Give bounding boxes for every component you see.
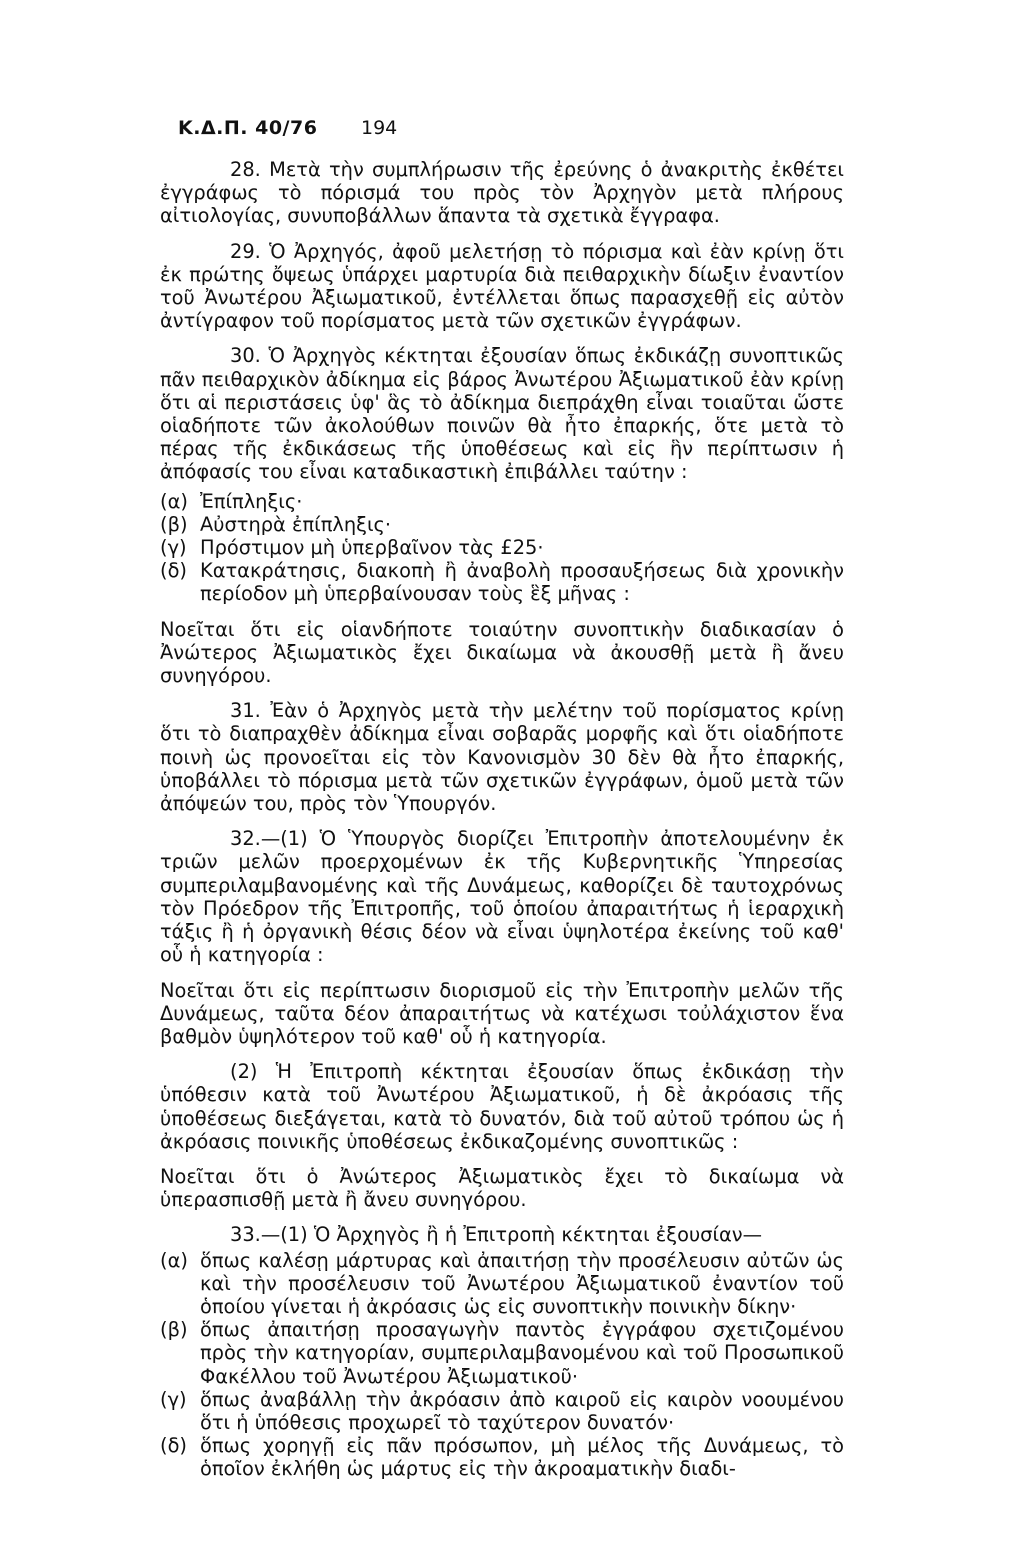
penalty-list [160, 490, 844, 606]
list-item-text: Κατακράτησις, διακοπὴ ἢ ἀναβολὴ προσαυξήσεως διὰ χρονικὴν περίοδον μὴ ὑπερβαίνουσαν τοὺς ἓξ μῆνας : [200, 559, 844, 606]
page-header [178, 117, 398, 139]
list-item-label: (δ) [160, 1434, 187, 1458]
list-item-label: (γ) [160, 536, 187, 560]
paragraph-32-1: 32.—(1) Ὁ Ὑπουργὸς διορίζει Ἐπιτροπὴν ἀποτελουμένην ἐκ τριῶν μελῶν προερχομένων ἐκ τῆς Κυβερνητικῆς Ὑπηρεσίας συμπεριλαμβανομένης καὶ τῆς Δυνάμεως, καθορίζει δὲ ταυτοχρόνως τὸν Πρόεδρον τῆς Ἐπιτροπῆς, τοῦ ὁποίου ἀπαραιτήτως ἡ ἱεραρχικὴ τάξις ἢ ἡ ὀργανικὴ θέσις δέον νὰ εἶναι ὑψηλοτέρα ἐκείνης τοῦ καθ' οὗ ἡ κατηγορία : [160, 827, 844, 967]
list-item-text: ὅπως ἀναβάλλῃ τὴν ἀκρόασιν ἀπὸ καιροῦ εἰς καιρὸν νοουμένου ὅτι ἡ ὑπόθεσις προχωρεῖ τὸ ταχύτερον δυνατόν· [200, 1387, 844, 1434]
paragraph-32-2: (2) Ἡ Ἐπιτροπὴ κέκτηται ἐξουσίαν ὅπως ἐκδικάσῃ τὴν ὑπόθεσιν κατὰ τοῦ Ἀνωτέρου Ἀξιωματικοῦ, ἡ δὲ ἀκρόασις τῆς ὑποθέσεως διεξάγεται, κατὰ τὸ δυνατόν, διὰ τοῦ αὐτοῦ τρόπου ὡς ἡ ἀκρόασις ποινικῆς ὑποθέσεως ἐκδικαζομένης συνοπτικῶς : [160, 1060, 844, 1153]
page-number: 194 [361, 117, 398, 139]
paragraph-28: 28. Μετὰ τὴν συμπλήρωσιν τῆς ἐρεύνης ὁ ἀνακριτὴς ἐκθέτει ἐγγράφως τὸ πόρισμά του πρὸς τὸν Ἀρχηγὸν μετὰ πλήρους αἰτιολογίας, συνυποβάλλων ἅπαντα τὰ σχετικὰ ἔγγραφα. [160, 158, 844, 228]
list-item [160, 1249, 844, 1319]
list-item [160, 559, 844, 605]
list-item-text: ὅπως χορηγῇ εἰς πᾶν πρόσωπον, μὴ μέλος τῆς Δυνάμεως, τὸ ὁποῖον ἐκλήθη ὡς μάρτυς εἰς τὴν ἀκροαματικὴν διαδι- [200, 1434, 844, 1481]
paragraph-33-1: 33.—(1) Ὁ Ἀρχηγὸς ἢ ἡ Ἐπιτροπὴ κέκτηται ἐξουσίαν— [230, 1223, 763, 1247]
paragraph-32-1-proviso: Νοεῖται ὅτι εἰς περίπτωσιν διορισμοῦ εἰς τὴν Ἐπιτροπὴν μελῶν τῆς Δυνάμεως, ταῦτα δέον ἀπαραιτήτως νὰ κατέχωσι τοὐλάχιστον ἕνα βαθμὸν ὑψηλότερον τοῦ καθ' οὗ ἡ κατηγορία. [160, 978, 844, 1048]
paragraph-29: 29. Ὁ Ἀρχηγός, ἀφοῦ μελετήσῃ τὸ πόρισμα καὶ ἐὰν κρίνῃ ὅτι ἐκ πρώτης ὄψεως ὑπάρχει μαρτυρία διὰ πειθαρχικὴν δίωξιν ἐναντίον τοῦ Ἀνωτέρου Ἀξιωματικοῦ, ἐντέλλεται ὅπως παρασχεθῇ εἰς αὐτὸν ἀντίγραφον τοῦ πορίσματος μετὰ τῶν σχετικῶν ἐγγράφων. [160, 239, 844, 333]
document-body [160, 158, 844, 1493]
regulation-reference: Κ.Δ.Π. 40/76 [178, 117, 318, 139]
list-item-label: (γ) [160, 1387, 187, 1411]
list-item-label: (δ) [160, 559, 187, 583]
list-item-text: Ἐπίπληξις· [200, 489, 303, 513]
list-item-label: (β) [160, 512, 188, 536]
paragraph-32-2-proviso: Νοεῖται ὅτι ὁ Ἀνώτερος Ἀξιωματικὸς ἔχει τὸ δικαίωμα νὰ ὑπερασπισθῇ μετὰ ἢ ἄνευ συνηγόρου. [160, 1164, 844, 1212]
list-item-text: Αὐστηρὰ ἐπίπληξις· [200, 512, 392, 536]
list-item [160, 513, 844, 536]
powers-list [160, 1249, 844, 1481]
paragraph-30: 30. Ὁ Ἀρχηγὸς κέκτηται ἐξουσίαν ὅπως ἐκδικάζῃ συνοπτικῶς πᾶν πειθαρχικὸν ἀδίκημα εἰς βάρος Ἀνωτέρου Ἀξιωματικοῦ ἐὰν κρίνῃ ὅτι αἱ περιστάσεις ὑφ' ἃς τὸ ἀδίκημα διεπράχθη εἶναι τοιαῦται ὥστε οἱαδήποτε τῶν ἀκολούθων ποινῶν θὰ ἦτο ἐπαρκής, ὅτε μετὰ τὸ πέρας τῆς ἐκδικάσεως τῆς ὑποθέσεως καὶ εἰς ἣν περίπτωσιν ἡ ἀπόφασίς του εἶναι καταδικαστικὴ ἐπιβάλλει ταύτην : [160, 344, 844, 484]
list-item [160, 1388, 844, 1434]
list-item-label: (β) [160, 1318, 188, 1342]
list-item [160, 1434, 844, 1480]
list-item-text: Πρόστιμον μὴ ὑπερβαῖνον τὰς £25· [200, 536, 544, 560]
paragraph-30-proviso: Νοεῖται ὅτι εἰς οἱανδήποτε τοιαύτην συνοπτικὴν διαδικασίαν ὁ Ἀνώτερος Ἀξιωματικὸς ἔχει δικαίωμα νὰ ἀκουσθῇ μετὰ ἢ ἄνευ συνηγόρου. [160, 617, 844, 688]
list-item-label: (α) [160, 1248, 188, 1272]
list-item-text: ὅπως καλέσῃ μάρτυρας καὶ ἀπαιτήσῃ τὴν προσέλευσιν αὐτῶν ὡς καὶ τὴν προσέλευσιν τοῦ Ἀνωτέρου Ἀξιωματικοῦ ἐναντίον τοῦ ὁποίου γίνεται ἡ ἀκρόασις ὡς εἰς συνοπτικὴν ποινικὴν δίκην· [200, 1248, 844, 1318]
list-item-label: (α) [160, 489, 188, 513]
list-item [160, 1318, 844, 1388]
list-item [160, 490, 844, 513]
paragraph-31: 31. Ἐὰν ὁ Ἀρχηγὸς μετὰ τὴν μελέτην τοῦ πορίσματος κρίνῃ ὅτι τὸ διαπραχθὲν ἀδίκημα εἶναι σοβαρᾶς μορφῆς καὶ ὅτι οἱαδήποτε ποινὴ ὡς προνοεῖται εἰς τὸν Κανονισμὸν 30 δὲν θὰ ἦτο ἐπαρκής, ὑποβάλλει τὸ πόρισμα μετὰ τῶν σχετικῶν ἐγγράφων, ὁμοῦ μετὰ τῶν ἀπόψεών του, πρὸς τὸν Ὑπουργόν. [160, 699, 844, 816]
list-item [160, 536, 844, 559]
list-item-text: ὅπως ἀπαιτήσῃ προσαγωγὴν παντὸς ἐγγράφου σχετιζομένου πρὸς τὴν κατηγορίαν, συμπεριλαμβανομένου καὶ τοῦ Προσωπικοῦ Φακέλλου τοῦ Ἀνωτέρου Ἀξιωματικοῦ· [200, 1318, 844, 1388]
